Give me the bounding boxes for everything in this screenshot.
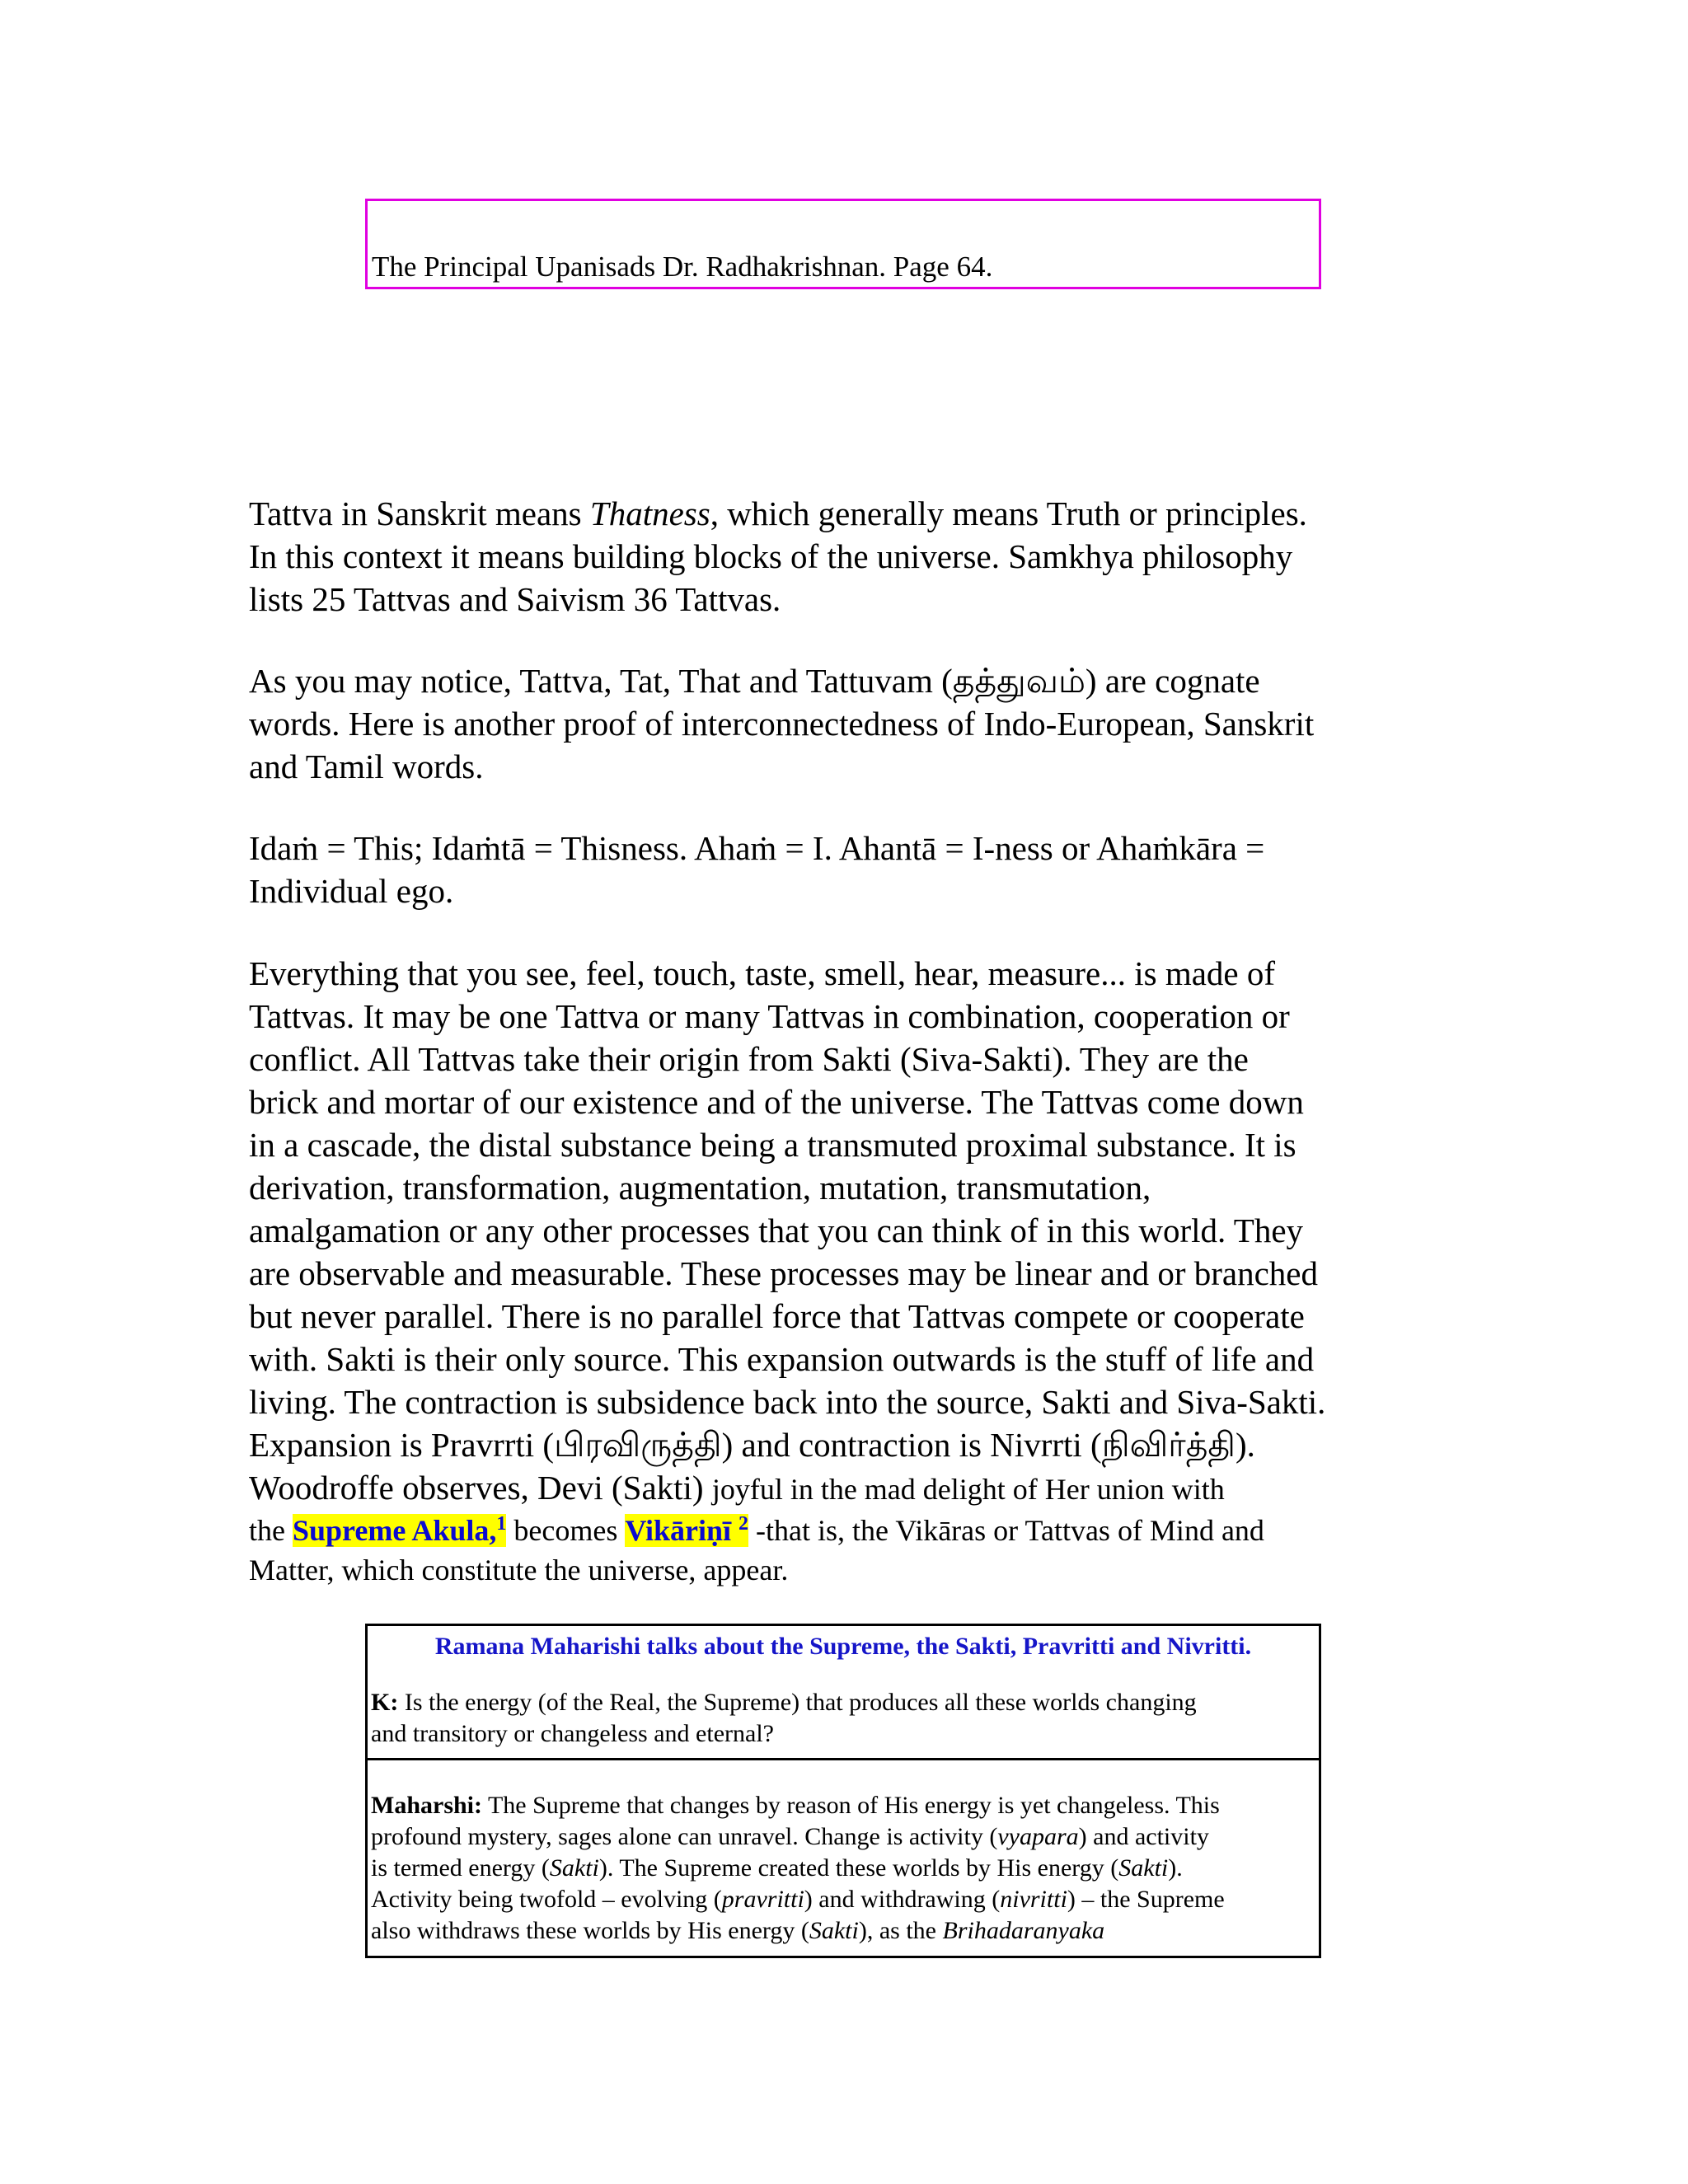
paragraph-line: Everything that you see, feel, touch, taste, smell, hear, measure... is made of <box>249 954 1276 992</box>
italic-thatness: Thatness <box>589 494 710 532</box>
paragraph-line: lists 25 Tattvas and Saivism 36 Tattvas. <box>249 580 781 618</box>
paragraph-line: Expansion is Pravrrti (பிரவிருத்தி) and contraction is Nivrrti (நிவிர்த்தி). <box>249 1426 1255 1464</box>
footnote-ref-1[interactable]: 1 <box>496 1513 507 1535</box>
paragraph-line: As you may notice, Tattva, Tat, That and Tattuvam (தத்துவம்) are cognate <box>249 662 1260 700</box>
paragraph-line: with. Sakti is their only source. This expansion outwards is the stuff of life and <box>249 1340 1315 1378</box>
paragraph-line: Tattvas. It may be one Tattva or many Tattvas in combination, cooperation or <box>249 997 1290 1035</box>
paragraph-line: amalgamation or any other processes that you can think of in this world. They <box>249 1212 1304 1249</box>
paragraph-line: but never parallel. There is no parallel force that Tattvas compete or cooperate <box>249 1297 1305 1335</box>
qa-divider <box>368 1758 1319 1760</box>
highlight-supreme-akula: Supreme Akula,$^1$ <box>292 1513 507 1547</box>
paragraph-line: derivation, transformation, augmentation, mutation, transmutation, <box>249 1169 1151 1207</box>
paragraph-line: and Tamil words. <box>249 748 484 785</box>
qa-answer: Maharshi: The Supreme that changes by reason of His energy is yet changeless. This profound mystery, sages alone can unravel. Change is activity (vyapara) and activity is termed energy (Sakti). The Supreme created these worlds by His energy (Sakti). Activity being twofold – evolving (pravritti) and withdrawing (nivritti) – the Supreme also withdraws these worlds by His energy (Sakti), as the Brihadaranyaka <box>371 1792 1225 1944</box>
qa-answer-label: Maharshi: <box>371 1792 482 1819</box>
paragraph-line: are observable and measurable. These processes may be linear and or branched <box>249 1254 1319 1292</box>
footnote-ref-2[interactable]: 2 <box>738 1513 749 1535</box>
paragraph-line: Idaṁ = This; Idaṁtā = Thisness. Ahaṁ = I. Ahantā = I-ness or Ahaṁkāra = <box>249 829 1265 867</box>
qa-question-label: K: <box>371 1689 399 1716</box>
citation-text: The Principal Upanisads Dr. Radhakrishnan. Page 64. <box>372 251 993 283</box>
paragraph-line: Individual ego. <box>249 872 454 910</box>
paragraph-line: Tattva in Sanskrit means Thatness, which generally means Truth or principles. <box>249 494 1307 532</box>
paragraph-line: In this context it means building blocks of the universe. Samkhya philosophy <box>249 537 1293 575</box>
paragraph-line: living. The contraction is subsidence back into the source, Sakti and Siva-Sakti. <box>249 1383 1326 1421</box>
paragraph-idam-aham <box>249 827 1452 912</box>
paragraph-tattva-definition <box>249 492 1452 621</box>
paragraph-line: Matter, which constitute the universe, appear. <box>249 1554 789 1586</box>
paragraph-line: Woodroffe observes, Devi (Sakti) joyful in the mad delight of Her union with <box>249 1469 1225 1507</box>
paragraph-tattvas-origin <box>249 952 1452 1590</box>
qa-question: K: Is the energy (of the Real, the Supreme) that produces all these worlds changing and transitory or changeless and eternal? <box>371 1689 1197 1747</box>
citation-box <box>365 199 1321 289</box>
ramana-qa-box <box>365 1624 1321 1958</box>
paragraph-line: brick and mortar of our existence and of the universe. The Tattvas come down <box>249 1083 1304 1121</box>
paragraph-line: in a cascade, the distal substance being a transmuted proximal substance. It is <box>249 1126 1296 1164</box>
qa-title: Ramana Maharishi talks about the Supreme, the Sakti, Pravritti and Nivritti. <box>434 1633 1252 1660</box>
paragraph-line: conflict. All Tattvas take their origin from Sakti (Siva-Sakti). They are the <box>249 1040 1249 1078</box>
paragraph-line: words. Here is another proof of interconnectedness of Indo-European, Sanskrit <box>249 705 1315 743</box>
paragraph-line: the Supreme Akula,$^1$ becomes Vikāriṇī $^2$ -that is, the Vikāras or Tattvas of Mind and <box>249 1513 1264 1547</box>
highlight-vikarini: Vikāriṇī $^2$ <box>625 1513 749 1547</box>
paragraph-cognate-words <box>249 659 1452 788</box>
